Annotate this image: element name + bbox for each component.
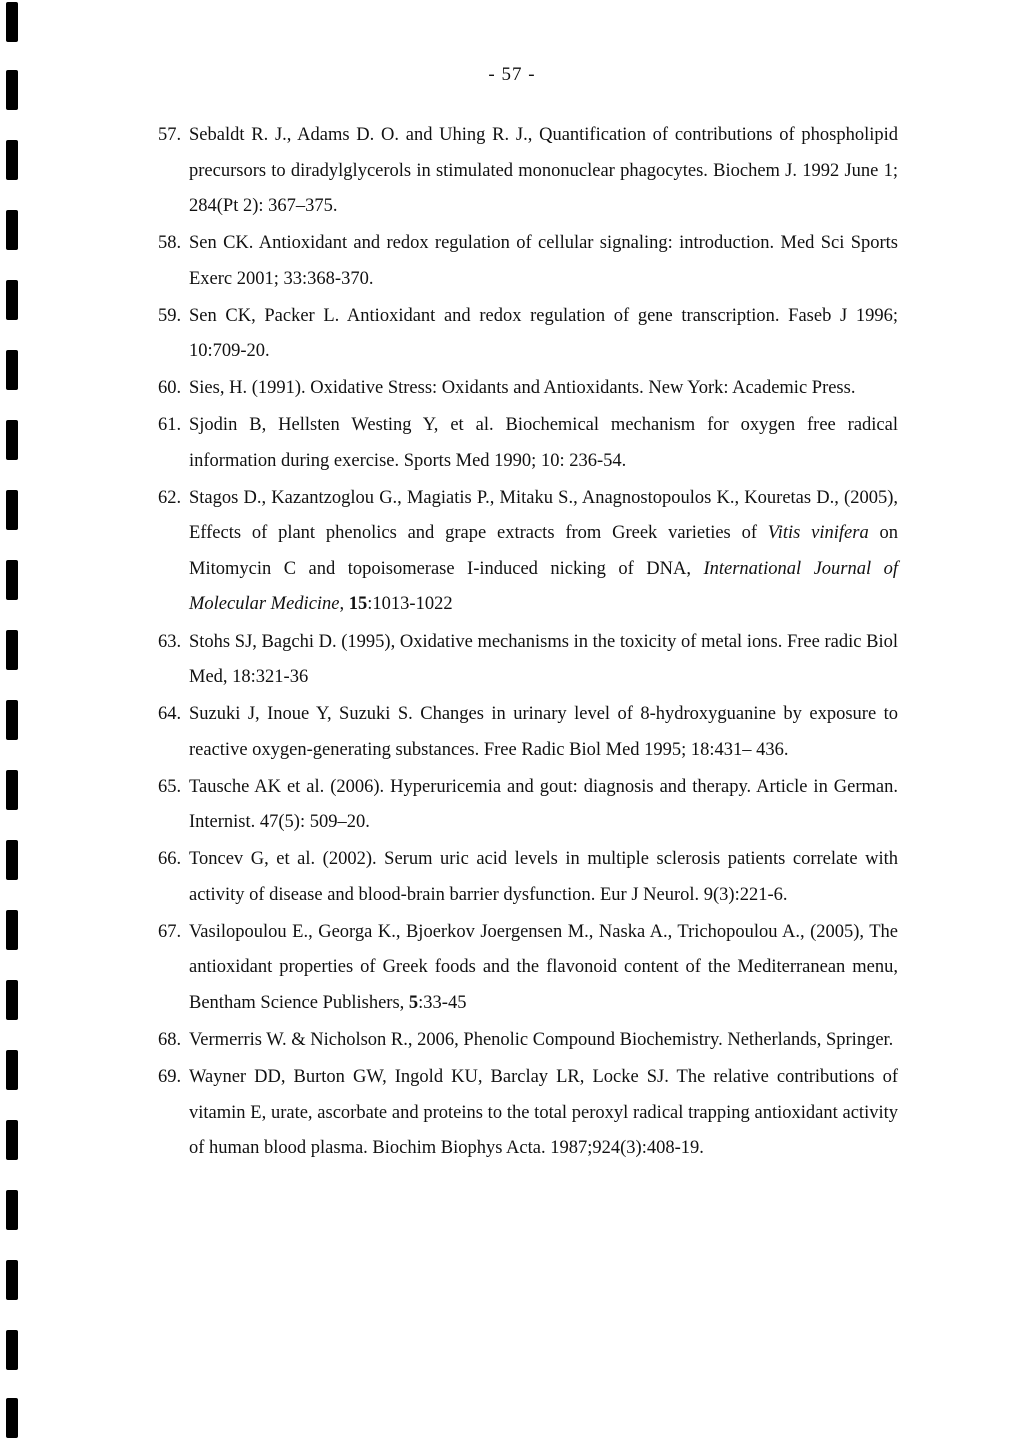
reference-number: 63. — [158, 631, 182, 652]
reference-item — [158, 226, 898, 297]
reference-number: 61. — [158, 415, 182, 436]
film-perforation — [6, 210, 18, 250]
reference-text-segment: Stohs SJ, Bagchi D. (1995), Oxidative mechanisms in the toxicity of metal ions. Free radic Biol Med, 18:321-36 — [189, 631, 898, 688]
reference-number: 57. — [158, 125, 182, 145]
reference-text-segment: Tausche AK et al. (2006). Hyperuricemia and gout: diagnosis and therapy. Article in German. Internist. 47(5): 509–20. — [189, 776, 898, 833]
film-perforation — [6, 420, 18, 460]
reference-text-segment: Sies, H. (1991). Oxidative Stress: Oxidants and Antioxidants. New York: Academic Press. — [189, 378, 856, 399]
reference-item — [158, 915, 898, 1022]
reference-number: 69. — [158, 1067, 182, 1088]
reference-text — [189, 1060, 898, 1167]
reference-item — [158, 770, 898, 841]
reference-item — [158, 299, 898, 370]
reference-number: 68. — [158, 1030, 182, 1051]
film-perforation — [6, 2, 18, 42]
film-perforation — [6, 1050, 18, 1090]
reference-text-segment: Sjodin B, Hellsten Westing Y, et al. Biochemical mechanism for oxygen free radical information during exercise. Sports Med 1990; 10: 236-54. — [189, 415, 898, 471]
film-perforation — [6, 140, 18, 180]
film-perforation — [6, 910, 18, 950]
reference-item — [158, 1023, 898, 1059]
reference-list — [158, 118, 898, 1168]
reference-text-segment: , — [339, 594, 349, 615]
reference-text-segment: Toncev G, et al. (2002). Serum uric acid levels in multiple sclerosis patients correlate with activity of disease and blood-brain barrier dysfunction. Eur J Neurol. 9(3):221-6. — [189, 849, 898, 905]
film-perforation — [6, 700, 18, 740]
reference-text-segment: :1013-1022 — [367, 594, 453, 615]
reference-number: 62. — [158, 487, 182, 508]
reference-text — [189, 915, 898, 1022]
film-perforation — [6, 1190, 18, 1230]
reference-text — [189, 118, 898, 225]
reference-item — [158, 481, 898, 623]
reference-text — [189, 408, 898, 479]
film-perforation — [6, 350, 18, 390]
reference-bold-text: 5 — [408, 992, 419, 1013]
reference-bold-text: 15 — [348, 594, 368, 615]
reference-number: 66. — [158, 849, 182, 870]
reference-text — [189, 770, 898, 841]
reference-number: 67. — [158, 921, 182, 942]
reference-item — [158, 625, 898, 696]
reference-number: 60. — [158, 378, 182, 399]
reference-text — [189, 481, 898, 623]
reference-item — [158, 1060, 898, 1167]
reference-text-segment: Stagos D., Kazantzoglou G., Magiatis P., Mitaku S., Anagnostopoulos K., Kouretas D., (2005), Effects of plant phenolics and grape extracts from Greek varieties of — [189, 487, 898, 544]
reference-text-segment: Wayner DD, Burton GW, Ingold KU, Barclay LR, Locke SJ. The relative contributions of vitamin E, urate, ascorbate and proteins to the total peroxyl radical trapping antioxidant activity of human blood plasma. Biochim Biophys Acta. 1987;924(3):408-19. — [189, 1067, 898, 1159]
reference-item — [158, 118, 898, 225]
reference-text — [189, 371, 898, 407]
reference-text-segment: on Mitomycin C and topoisomerase I-induced nicking of DNA, — [189, 523, 899, 579]
film-perforation — [6, 770, 18, 810]
reference-text-segment: Vasilopoulou E., Georga K., Bjoerkov Joergensen M., Naska A., Trichopoulou A., (2005), The antioxidant properties of Greek foods and the flavonoid content of the Mediterranean menu, Bentham Science Publishers, — [189, 921, 898, 1013]
reference-text-segment: Sebaldt R. J., Adams D. O. and Uhing R. J., Quantification of contributions of phospholipid precursors to diradylglycerols in stimulated mononuclear phagocytes. Biochem J. 1992 June 1; 284(Pt 2): 367–375. — [189, 125, 898, 216]
film-perforation — [6, 630, 18, 670]
reference-text — [189, 697, 898, 768]
reference-item — [158, 842, 898, 913]
reference-number: 59. — [158, 305, 182, 326]
film-perforation — [6, 1398, 18, 1438]
film-perforation — [6, 1330, 18, 1370]
film-perforation — [6, 980, 18, 1020]
reference-text — [189, 1023, 898, 1059]
reference-text-segment: Suzuki J, Inoue Y, Suzuki S. Changes in urinary level of 8-hydroxyguanine by exposure to reactive oxygen-generating substances. Free Radic Biol Med 1995; 18:431– 436. — [189, 704, 898, 760]
reference-text — [189, 226, 898, 297]
reference-text-segment: Vermerris W. & Nicholson R., 2006, Phenolic Compound Biochemistry. Netherlands, Springer. — [189, 1030, 894, 1051]
film-perforation — [6, 490, 18, 530]
reference-item — [158, 408, 898, 479]
reference-text — [189, 625, 898, 696]
film-perforation — [6, 280, 18, 320]
reference-text-segment: :33-45 — [418, 992, 467, 1013]
film-perforation — [6, 1120, 18, 1160]
reference-number: 65. — [158, 776, 182, 797]
reference-text-segment: Sen CK. Antioxidant and redox regulation of cellular signaling: introduction. Med Sci Sports Exerc 2001; 33:368-370. — [189, 233, 898, 289]
reference-text — [189, 842, 898, 913]
reference-number: 64. — [158, 704, 182, 725]
film-perforation — [6, 1260, 18, 1300]
reference-number: 58. — [158, 233, 182, 254]
film-strip-edge — [0, 0, 34, 1442]
reference-item — [158, 697, 898, 768]
reference-text-segment: Sen CK, Packer L. Antioxidant and redox regulation of gene transcription. Faseb J 1996; 10:709-20. — [189, 305, 898, 362]
reference-text — [189, 299, 898, 370]
page-number: - 57 - — [488, 64, 536, 85]
film-perforation — [6, 560, 18, 600]
reference-item — [158, 371, 898, 407]
reference-italic-text: International Journal of Molecular Medicine — [189, 558, 898, 615]
reference-italic-text: Vitis vinifera — [767, 523, 869, 544]
film-perforation — [6, 840, 18, 880]
